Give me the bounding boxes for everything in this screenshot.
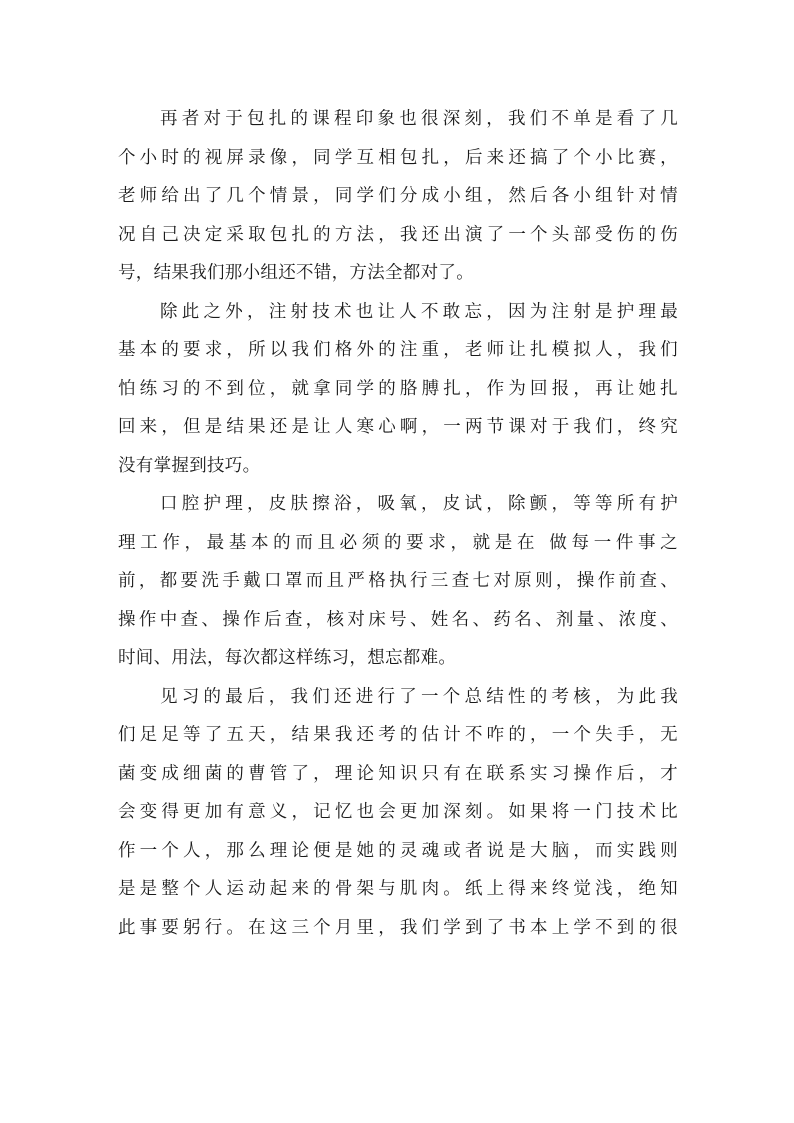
text-line: 见习的最后，我们还进行了一个总结性的考核，为此我: [160, 686, 678, 707]
text-line: 回来，但是结果还是让人寒心啊，一两节课对于我们，终究: [118, 417, 678, 437]
text-line: 理工作，最基本的而且必须的要求，就是在 做每一件事之: [118, 532, 678, 553]
text-line: 没有掌握到技巧。: [118, 455, 261, 476]
text-line: 此事要躬行。在这三个月里，我们学到了书本上学不到的很: [118, 917, 678, 938]
text-line: 怕练习的不到位，就拿同学的胳膊扎，作为回报，再让她扎: [118, 378, 678, 399]
text-line: 们足足等了五天，结果我还考的估计不咋的，一个失手，无: [118, 725, 678, 745]
text-line: 基本的要求，所以我们格外的注重，老师让扎模拟人，我们: [118, 340, 678, 360]
text-line: 再者对于包扎的课程印象也很深刻，我们不单是看了几: [160, 109, 678, 129]
paragraph-injection: [118, 293, 678, 486]
text-line: 前，都要洗手戴口罩而且严格执行三查七对原则，操作前查、: [118, 571, 678, 591]
paragraph-nursing-procedures: [118, 485, 678, 678]
document-body: [118, 100, 678, 947]
text-line: 况自己决定采取包扎的方法，我还出演了一个头部受伤的伤: [118, 224, 678, 245]
text-line: 口腔护理，皮肤擦浴，吸氧，皮试，除颤，等等所有护: [160, 494, 678, 514]
text-line: 除此之外，注射技术也让人不敢忘，因为注射是护理最: [160, 301, 678, 322]
text-line: 菌变成细菌的曹管了，理论知识只有在联系实习操作后，才: [118, 763, 678, 784]
text-line: 号，结果我们那小组还不错，方法全都对了。: [118, 263, 474, 283]
text-line: 是是整个人运动起来的骨架与肌肉。纸上得来终觉浅，绝知: [118, 879, 678, 899]
text-line: 时间、用法，每次都这样练习，想忘都难。: [118, 648, 457, 668]
text-line: 个小时的视屏录像，同学互相包扎，后来还搞了个小比赛，: [118, 147, 678, 168]
text-line: 老师给出了几个情景，同学们分成小组，然后各小组针对情: [118, 186, 678, 206]
paragraph-bandaging: [118, 100, 678, 293]
text-line: 操作中查、操作后查，核对床号、姓名、药名、剂量、浓度、: [118, 609, 678, 630]
paragraph-assessment: [118, 678, 678, 948]
text-line: 会变得更加有意义，记忆也会更加深刻。如果将一门技术比: [118, 802, 678, 822]
text-line: 作一个人，那么理论便是她的灵魂或者说是大脑，而实践则: [118, 840, 678, 861]
